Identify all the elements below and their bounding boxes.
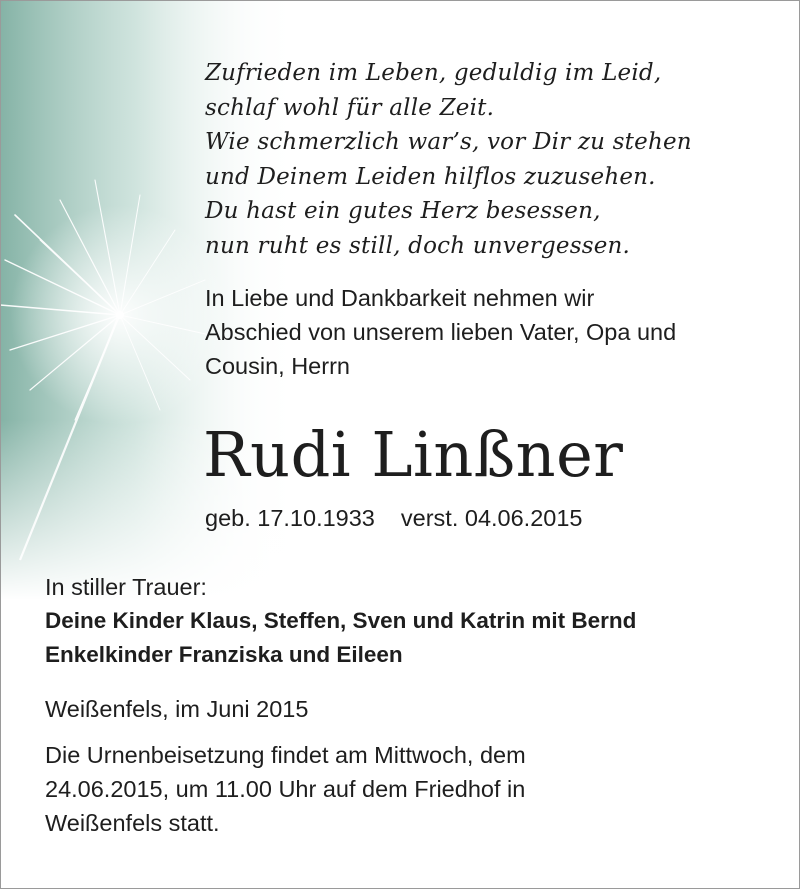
- birth-date: geb. 17.10.1933: [205, 505, 375, 531]
- poem-line: schlaf wohl für alle Zeit.: [205, 94, 495, 121]
- intro-line: Abschied von unserem lieben Vater, Opa und: [205, 319, 677, 345]
- deceased-name: Rudi Linßner: [203, 418, 624, 491]
- mourners-heading: In stiller Trauer:: [45, 574, 207, 600]
- burial-line: Weißenfels statt.: [45, 810, 220, 836]
- farewell-intro: [205, 281, 676, 383]
- burial-info: [45, 738, 526, 840]
- mourners-grandchildren: Enkelkinder Franziska und Eileen: [45, 642, 403, 667]
- place-and-date: Weißenfels, im Juni 2015: [45, 696, 309, 722]
- intro-line: In Liebe und Dankbarkeit nehmen wir: [205, 285, 595, 311]
- poem-line: und Deinem Leiden hilflos zuzusehen.: [205, 163, 656, 190]
- burial-line: 24.06.2015, um 11.00 Uhr auf dem Friedhof in: [45, 776, 526, 802]
- life-dates: [205, 501, 583, 535]
- poem-line: Du hast ein gutes Herz besessen,: [205, 198, 601, 225]
- poem-line: Wie schmerzlich war’s, vor Dir zu stehen: [205, 129, 692, 156]
- burial-line: Die Urnenbeisetzung findet am Mittwoch, dem: [45, 742, 526, 768]
- intro-line: Cousin, Herrn: [205, 353, 350, 379]
- poem: [205, 56, 692, 264]
- death-date: verst. 04.06.2015: [400, 505, 583, 531]
- mourners: [45, 570, 636, 672]
- poem-line: nun ruht es still, doch unvergessen.: [205, 232, 631, 259]
- poem-line: Zufrieden im Leben, geduldig im Leid,: [205, 60, 662, 86]
- mourners-children: Deine Kinder Klaus, Steffen, Sven und Katrin mit Bernd: [45, 608, 637, 633]
